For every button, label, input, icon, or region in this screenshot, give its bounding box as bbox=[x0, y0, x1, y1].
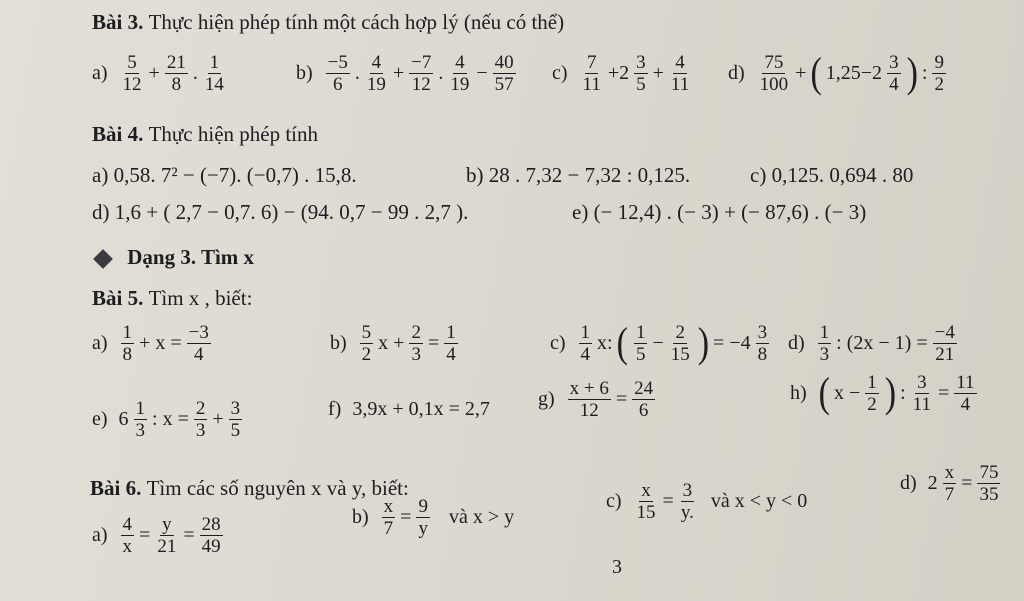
fraction: $\frac{9}{y}$ bbox=[418, 496, 428, 539]
bai3-instruction: Thực hiện phép tính một cách hợp lý (nếu có thể) bbox=[148, 10, 565, 34]
fraction: 5 2 bbox=[361, 322, 372, 365]
bai6-instruction: Tìm các số nguyên x và y, biết: bbox=[146, 476, 409, 500]
fraction: 3 8 bbox=[757, 322, 768, 365]
item-label: f) bbox=[328, 398, 342, 420]
bai5-e: e) 6 1 3 : x = $\frac{2}{3}$ + $\frac{3}{5}$ bbox=[92, 398, 241, 441]
fraction: 1 14 bbox=[204, 52, 224, 95]
bai5-d: d) 1 3 : (2x − 1) = $\frac{-4}{21}$ bbox=[788, 322, 955, 365]
fraction: $\frac{2}{3}$ bbox=[195, 398, 206, 441]
bai3-d: d) 75 100 + ( 1,25−2 3 4 ) : 9 2 bbox=[728, 49, 944, 96]
bai5-g: g) $\frac{x + 6}{12}$ = $\frac{24}{6}$ bbox=[538, 378, 654, 421]
bai4-number: Bài 4. bbox=[92, 122, 144, 146]
bai3-a: a) 5 12 + $\frac{21}{8}$ . 1 14 bbox=[92, 52, 224, 95]
bai3-heading bbox=[92, 10, 564, 34]
paren: ( bbox=[616, 319, 628, 366]
bai4-b: b) 28 . 7,32 − 7,32 : 0,125. bbox=[466, 163, 691, 187]
fraction: $\frac{1}{4}$ bbox=[446, 322, 456, 365]
bai6-d: d) 2 $\frac{x}{7}$ = $\frac{75}{35}$ bbox=[900, 462, 999, 505]
fraction: $\frac{40}{57}$ bbox=[494, 52, 514, 95]
fraction: $\frac{y}{21}$ bbox=[157, 514, 177, 557]
fraction: −5 6 bbox=[327, 52, 348, 95]
fraction: 1 3 bbox=[819, 322, 830, 365]
fraction: 7 11 bbox=[582, 52, 601, 95]
fraction: $\frac{3}{5}$ bbox=[230, 398, 241, 441]
item-label: g) bbox=[538, 388, 555, 410]
fraction: $\frac{-7}{12}$ bbox=[411, 52, 432, 95]
fraction: $\frac{2}{3}$ bbox=[411, 322, 421, 365]
fraction: $\frac{x}{7}$ bbox=[944, 462, 955, 505]
paren: ( bbox=[810, 49, 822, 96]
fraction: 4 19 bbox=[366, 52, 386, 95]
fraction: 75 100 bbox=[759, 52, 789, 95]
item-label: a) bbox=[92, 332, 108, 354]
item-label: c) bbox=[550, 332, 566, 354]
bai5-h: h) ( x − $\frac{1}{2}$ ) : $\frac{3}{11}$ = $\frac{11}{4}$ bbox=[790, 369, 975, 416]
fraction: $\frac{-3}{4}$ bbox=[188, 322, 209, 365]
section-heading bbox=[92, 245, 254, 269]
bai3-c: c) 7 11 +2 3 5 + $\frac{4}{11}$ bbox=[552, 52, 690, 95]
item-label: d) bbox=[900, 472, 917, 494]
page-number: 3 bbox=[612, 556, 622, 578]
bai6-b: b) $\frac{x}{7}$ = $\frac{9}{y}$ và x > y bbox=[352, 496, 515, 539]
fraction: $\frac{75}{35}$ bbox=[979, 462, 999, 505]
bai4-instruction: Thực hiện phép tính bbox=[148, 122, 319, 146]
fraction: $\frac{3}{y.}$ bbox=[680, 480, 694, 523]
fraction: $\frac{1}{2}$ bbox=[867, 372, 877, 415]
bai5-b: b) 5 2 x + $\frac{2}{3}$ = $\frac{1}{4}$ bbox=[330, 322, 456, 365]
item-label: d) bbox=[788, 332, 805, 354]
fraction: $\frac{3}{11}$ bbox=[912, 372, 931, 415]
fraction: 1 8 bbox=[122, 322, 133, 365]
item-label: e) bbox=[92, 408, 108, 430]
fraction: $\frac{x + 6}{12}$ bbox=[569, 378, 609, 421]
bai4-heading bbox=[92, 122, 318, 146]
paren: ) bbox=[884, 369, 897, 416]
fraction: 3 5 bbox=[636, 52, 646, 95]
item-label: c) bbox=[552, 62, 568, 84]
bai5-number: Bài 5. bbox=[92, 286, 144, 310]
item-label: b) bbox=[352, 506, 369, 528]
bai6-number: Bài 6. bbox=[90, 476, 142, 500]
paren: ) bbox=[906, 49, 918, 96]
bai3-number: Bài 3. bbox=[92, 10, 144, 34]
item-label: c) bbox=[606, 490, 622, 512]
fraction: 1 4 bbox=[580, 322, 591, 365]
fraction: $\frac{x}{7}$ bbox=[383, 496, 394, 539]
bai3-b: b) −5 6 . 4 19 + $\frac{-7}{12}$ . 4 19 − $\frac{40}{57}$ bbox=[296, 52, 514, 95]
fraction: 9 2 bbox=[934, 52, 944, 95]
item-label: h) bbox=[790, 382, 807, 404]
fraction: 1 5 bbox=[635, 322, 646, 365]
fraction: $\frac{x}{15}$ bbox=[636, 480, 656, 523]
bai4-a: a) 0,58. 7² − (−7). (−0,7) . 15,8. bbox=[92, 163, 357, 187]
item-label: b) bbox=[296, 62, 313, 84]
bai4-e: e) (− 12,4) . (− 3) + (− 87,6) . (− 3) bbox=[572, 200, 867, 224]
fraction: 3 4 bbox=[889, 52, 899, 95]
item-label: a) bbox=[92, 62, 108, 84]
fraction: 5 12 bbox=[122, 52, 142, 95]
fraction: 4 19 bbox=[450, 52, 470, 95]
paren: ) bbox=[697, 319, 710, 366]
fraction: $\frac{-4}{21}$ bbox=[934, 322, 955, 365]
bai6-c: c) $\frac{x}{15}$ = $\frac{3}{y.}$ và x < y < 0 bbox=[606, 480, 808, 523]
bai5-f: f) 3,9x + 0,1x = 2,7 bbox=[328, 398, 490, 420]
fraction: $\frac{28}{49}$ bbox=[201, 514, 221, 557]
item-label: b) bbox=[330, 332, 347, 354]
fraction: $\frac{2}{15}$ bbox=[670, 322, 690, 365]
diamond-bullet-icon bbox=[93, 249, 113, 269]
bai5-c: c) 1 4 x: ( 1 5 − $\frac{2}{15}$ ) = −4 3 8 bbox=[550, 319, 768, 366]
fraction: $\frac{24}{6}$ bbox=[634, 378, 654, 421]
bai5-heading bbox=[92, 286, 252, 310]
section-title: Dạng 3. Tìm x bbox=[127, 245, 255, 269]
bai5-instruction: Tìm x , biết: bbox=[148, 286, 253, 310]
fraction: $\frac{4}{11}$ bbox=[670, 52, 690, 95]
bai5-a: a) 1 8 + x = $\frac{-3}{4}$ bbox=[92, 322, 209, 365]
bai4-c: c) 0,125. 0,694 . 80 bbox=[750, 163, 914, 187]
item-label: a) bbox=[92, 524, 108, 546]
item-label: d) bbox=[728, 62, 745, 84]
fraction: $\frac{4}{x}$ bbox=[122, 514, 133, 557]
fraction: 1 3 bbox=[135, 398, 146, 441]
bai4-d: d) 1,6 + ( 2,7 − 0,7. 6) − (94. 0,7 − 99 . 2,7 ). bbox=[92, 200, 469, 224]
paren: ( bbox=[818, 369, 830, 416]
fraction: $\frac{21}{8}$ bbox=[166, 52, 186, 95]
fraction: $\frac{11}{4}$ bbox=[956, 372, 975, 415]
bai6-a: a) $\frac{4}{x}$ = $\frac{y}{21}$ = $\frac{28}{49}$ bbox=[92, 514, 221, 557]
